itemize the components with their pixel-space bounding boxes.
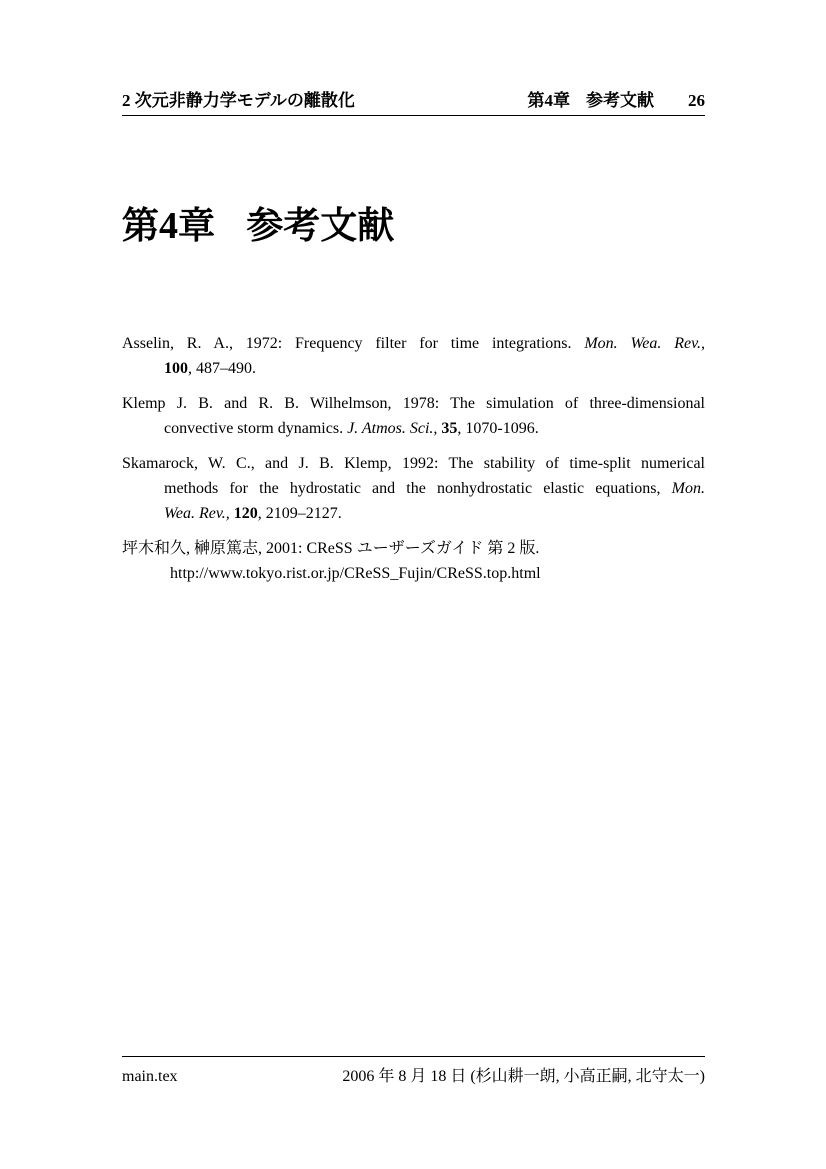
reference-text-segment: , 2109–2127. bbox=[257, 505, 342, 522]
reference-line bbox=[122, 356, 705, 381]
reference-text-segment: convective storm dynamics. bbox=[164, 420, 348, 437]
reference-text-segment: Wea. Rev., bbox=[164, 505, 230, 522]
page-number: 26 bbox=[688, 91, 705, 110]
chapter-heading-title: 参考文献 bbox=[246, 205, 395, 246]
reference-text-segment: J. Atmos. Sci., bbox=[347, 420, 438, 437]
reference-line bbox=[122, 331, 705, 356]
reference-text-segment: Mon. Wea. Rev., bbox=[584, 335, 706, 352]
reference-line bbox=[122, 476, 705, 501]
reference-entry bbox=[122, 451, 705, 526]
reference-text-segment: , 487–490. bbox=[188, 360, 256, 377]
reference-line bbox=[122, 536, 705, 561]
reference-text-segment: Mon. bbox=[671, 480, 705, 497]
reference-text-segment: , 1070-1096. bbox=[457, 420, 539, 437]
reference-line bbox=[122, 416, 705, 441]
header-section-title: 次元非静力学モデルの離散化 bbox=[134, 91, 355, 110]
chapter-heading bbox=[122, 204, 394, 250]
reference-text-segment: Klemp J. B. and R. B. Wilhelmson, 1978: The simulation of three-dimensional bbox=[122, 395, 705, 412]
footer-date-authors: 2006 年 8 月 18 日 (杉山耕一朗, 小高正嗣, 北守太一) bbox=[342, 1068, 705, 1085]
reference-text-segment: 坪木和久, 榊原篤志, 2001: CReSS ユーザーズガイド 第 2 版. bbox=[122, 540, 540, 557]
page-footer bbox=[122, 1056, 705, 1086]
reference-list bbox=[122, 331, 705, 596]
footer-filename: main.tex bbox=[122, 1068, 178, 1085]
reference-entry bbox=[122, 536, 705, 586]
reference-text-segment: methods for the hydrostatic and the nonhydrostatic elastic equations, bbox=[164, 480, 672, 497]
reference-line bbox=[122, 501, 705, 526]
header-section-number: 2 bbox=[122, 91, 131, 110]
reference-text-segment: 35 bbox=[441, 420, 458, 437]
header-chapter-label: 第4章 参考文献 bbox=[527, 91, 654, 110]
reference-line bbox=[122, 391, 705, 416]
header-right-group bbox=[528, 86, 706, 111]
reference-text-segment: 100 bbox=[164, 360, 188, 377]
header-left-title bbox=[122, 86, 355, 111]
chapter-heading-number-group: 第4章 bbox=[122, 205, 215, 247]
reference-entry bbox=[122, 331, 705, 381]
reference-text-segment: Skamarock, W. C., and J. B. Klemp, 1992: The stability of time-split numerical bbox=[122, 455, 705, 472]
reference-line bbox=[122, 561, 705, 586]
reference-text-segment: 120 bbox=[233, 505, 258, 522]
reference-entry bbox=[122, 391, 705, 441]
reference-line bbox=[122, 451, 705, 476]
reference-text-segment: http://www.tokyo.rist.or.jp/CReSS_Fujin/CReSS.top.html bbox=[170, 565, 541, 582]
running-header bbox=[122, 86, 705, 116]
reference-text-segment: Asselin, R. A., 1972: Frequency filter for time integrations. bbox=[122, 335, 585, 352]
